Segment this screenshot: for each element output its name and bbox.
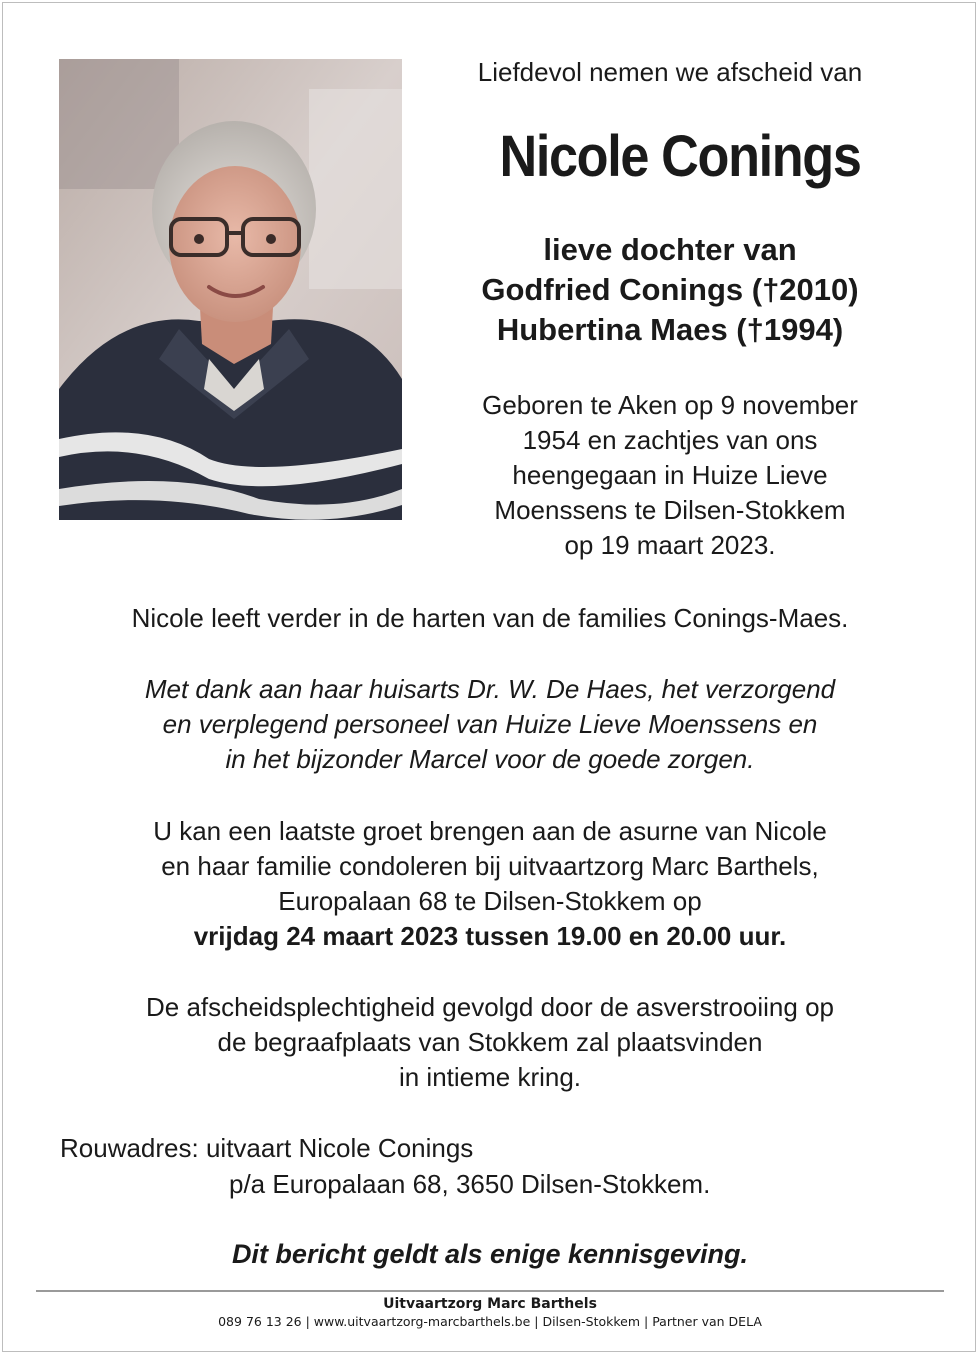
birth-line: Moenssens te Dilsen-Stokkem — [494, 495, 846, 525]
lives-on-text: Nicole leeft verder in de harten van de families Conings-Maes. — [131, 603, 849, 633]
parents-intro: lieve dochter van — [543, 232, 797, 267]
thanks-paragraph — [20, 672, 960, 777]
visitation-paragraph — [20, 814, 960, 954]
birth-line: op 19 maart 2023. — [564, 530, 776, 560]
funeral-home-name: Uitvaartzorg Marc Barthels — [383, 1296, 597, 1312]
thanks-line: in het bijzonder Marcel voor de goede zorgen. — [225, 744, 755, 774]
deceased-name: Nicole Conings — [499, 124, 861, 189]
ceremony-line: in intieme kring. — [398, 1062, 582, 1092]
portrait-photo — [59, 59, 402, 520]
birth-line: 1954 en zachtjes van ons — [522, 425, 818, 455]
ceremony-line: De afscheidsplechtigheid gevolgd door de asverstrooiing op — [146, 992, 834, 1022]
notice-statement: Dit bericht geldt als enige kennisgeving. — [231, 1239, 749, 1269]
intro-text: Liefdevol nemen we afscheid van — [477, 57, 863, 87]
visit-line: en haar familie condoleren bij uitvaartzorg Marc Barthels, — [161, 851, 819, 881]
birth-death-details — [420, 388, 920, 563]
ceremony-line: de begraafplaats van Stokkem zal plaatsvinden — [217, 1027, 763, 1057]
ceremony-paragraph — [20, 990, 960, 1095]
mother-name: Hubertina Maes (†1994) — [496, 312, 844, 347]
birth-line: heengegaan in Huize Lieve — [512, 460, 828, 490]
mourning-address-line2: p/a Europalaan 68, 3650 Dilsen-Stokkem. — [229, 1169, 711, 1199]
mourning-address-line1: Rouwadres: uitvaart Nicole Conings — [60, 1133, 474, 1163]
parents-block — [420, 230, 920, 350]
funeral-home-contact: 089 76 13 26 | www.uitvaartzorg-marcbarthels.be | Dilsen-Stokkem | Partner van DELA — [218, 1314, 762, 1329]
thanks-line: en verplegend personeel van Huize Lieve Moenssens en — [162, 709, 818, 739]
visit-line: Europalaan 68 te Dilsen-Stokkem op — [278, 886, 702, 916]
thanks-line: Met dank aan haar huisarts Dr. W. De Haes, het verzorgend — [144, 674, 836, 704]
visit-time: vrijdag 24 maart 2023 tussen 19.00 en 20.00 uur. — [193, 921, 787, 951]
footer-divider — [36, 1290, 944, 1292]
visit-line: U kan een laatste groet brengen aan de asurne van Nicole — [153, 816, 827, 846]
birth-line: Geboren te Aken op 9 november — [482, 390, 858, 420]
father-name: Godfried Conings (†2010) — [481, 272, 859, 307]
